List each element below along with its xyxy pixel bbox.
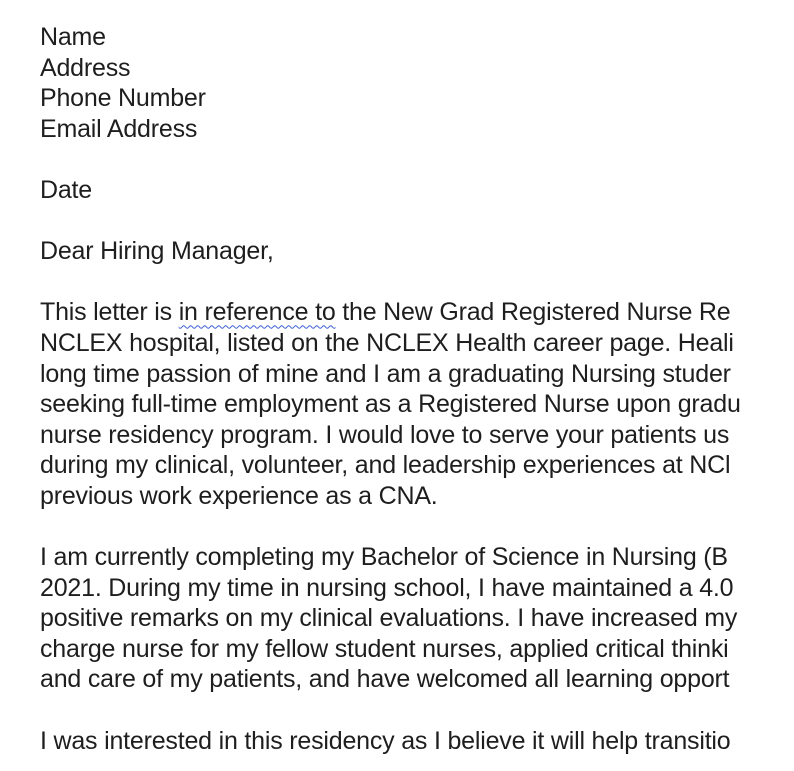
blank-line <box>40 512 794 543</box>
paragraph-2 <box>40 542 794 695</box>
paragraph-line: previous work experience as a CNA. <box>40 481 438 510</box>
paragraph-3 <box>40 726 794 757</box>
line-text: This letter is <box>40 298 179 327</box>
paragraph-1 <box>40 297 794 511</box>
line-text: the New Grad Registered Nurse Re <box>335 298 731 327</box>
blank-line <box>40 144 794 175</box>
paragraph-line: seeking full-time employment as a Registered Nurse upon gradu <box>40 390 741 419</box>
paragraph-line: I am currently completing my Bachelor of Science in Nursing (B <box>40 543 728 572</box>
sender-address: Address <box>40 53 131 82</box>
paragraph-line: long time passion of mine and I am a graduating Nursing studer <box>40 359 731 388</box>
cover-letter <box>40 22 794 756</box>
sender-phone: Phone Number <box>40 84 206 113</box>
paragraph-line: NCLEX hospital, listed on the NCLEX Health career page. Heali <box>40 328 734 357</box>
paragraph-line <box>40 297 794 328</box>
blank-line <box>40 267 794 298</box>
sender-name: Name <box>40 23 106 51</box>
blank-line <box>40 206 794 237</box>
paragraph-line: and care of my patients, and have welcomed all learning opport <box>40 665 730 694</box>
salutation: Dear Hiring Manager, <box>40 237 274 266</box>
sender-email: Email Address <box>40 114 198 143</box>
paragraph-line: positive remarks on my clinical evaluations. I have increased my <box>40 604 738 633</box>
paragraph-line: 2021. During my time in nursing school, I have maintained a 4.0 <box>40 573 734 602</box>
paragraph-line: charge nurse for my fellow student nurses, applied critical thinki <box>40 634 729 663</box>
paragraph-line: I was interested in this residency as I believe it will help transitio <box>40 726 731 755</box>
paragraph-line: during my clinical, volunteer, and leadership experiences at NCl <box>40 451 731 480</box>
paragraph-line: nurse residency program. I would love to serve your patients us <box>40 420 730 449</box>
blank-line <box>40 695 794 726</box>
grammar-flagged-text[interactable]: in reference to <box>178 298 336 327</box>
letter-date: Date <box>40 175 93 204</box>
